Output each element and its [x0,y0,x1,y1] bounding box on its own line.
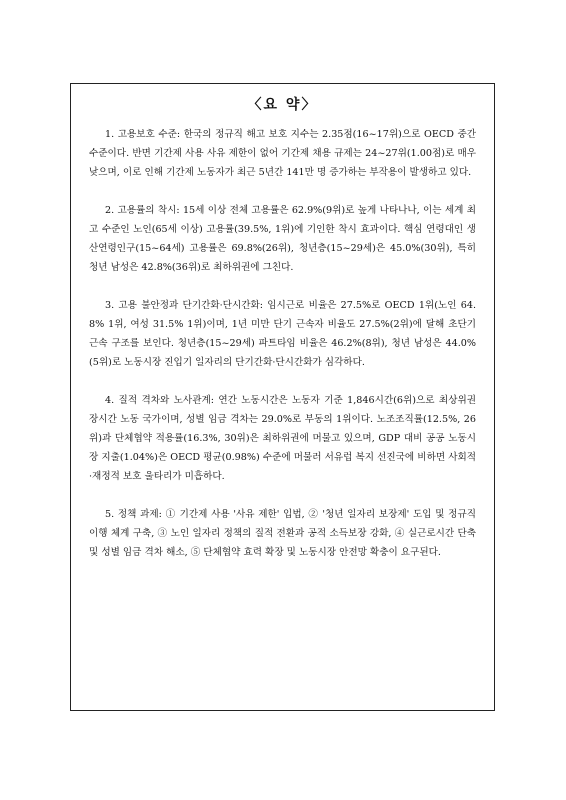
summary-item-employment-rate: 2. 고용률의 착시: 15세 이상 전체 고용률은 62.9%(9위)로 높게 나타나나, 이는 세계 최고 수준인 노인(65세 이상) 고용률(39.5%, 1위)에 기인한 착시 효과이다. 핵심 연령대인 생산연령인구(15~64세) 고용률은 69.8%(26위), 청년층(15~29세)은 45.0%(30위), 특히 청년 남성은 42.8%(36위)로 최하위권에 그친다. [89,205,476,273]
summary-item-employment-protection: 1. 고용보호 수준: 한국의 정규직 해고 보호 지수는 2.35점(16~17위)으로 OECD 중간 수준이다. 반면 기간제 사용 사유 제한이 없어 기간제 채용 규제는 24~27위(1.00점)로 매우 낮으며, 이로 인해 기간제 노동자가 최근 5년간 141만 명 증가하는 부작용이 발생하고 있다. [89,129,476,178]
summary-box [70,83,495,711]
summary-item-employment-instability: 3. 고용 불안정과 단기간화·단시간화: 임시근로 비율은 27.5%로 OECD 1위(노인 64.8% 1위, 여성 31.5% 1위)이며, 1년 미만 단기 근속자 비율도 27.5%(2위)에 달해 초단기 근속 구조를 보인다. 청년층(15~29세) 파트타임 비율은 46.2%(8위), 청년 남성은 44.0%(5위)로 노동시장 진입기 일자리의 단기간화·단시간화가 심각하다. [89,300,476,368]
summary-title: 〈요 약〉 [247,97,318,113]
summary-item-quality-gap: 4. 질적 격차와 노사관계: 연간 노동시간은 노동자 기준 1,846시간(6위)으로 최상위권 장시간 노동 국가이며, 성별 임금 격차는 29.0%로 부동의 1위이다. 노조조직률(12.5%, 26위)과 단체협약 적용률(16.3%, 30위)은 최하위권에 머물고 있으며, GDP 대비 공공 노동시장 지출(1.04%)은 OECD 평균(0.98%) 수준에 머물러 서유럽 복지 선진국에 비하면 사회적·재정적 보호 울타리가 미흡하다. [89,395,476,482]
summary-item-policy-tasks: 5. 정책 과제: ① 기간제 사용 '사유 제한' 입법, ② '청년 일자리 보장제' 도입 및 정규직 이행 체계 구축, ③ 노인 일자리 정책의 질적 전환과 공적 소득보장 강화, ④ 실근로시간 단축 및 성별 임금 격차 해소, ⑤ 단체협약 효력 확장 및 노동시장 안전망 확충이 요구된다. [89,509,476,558]
